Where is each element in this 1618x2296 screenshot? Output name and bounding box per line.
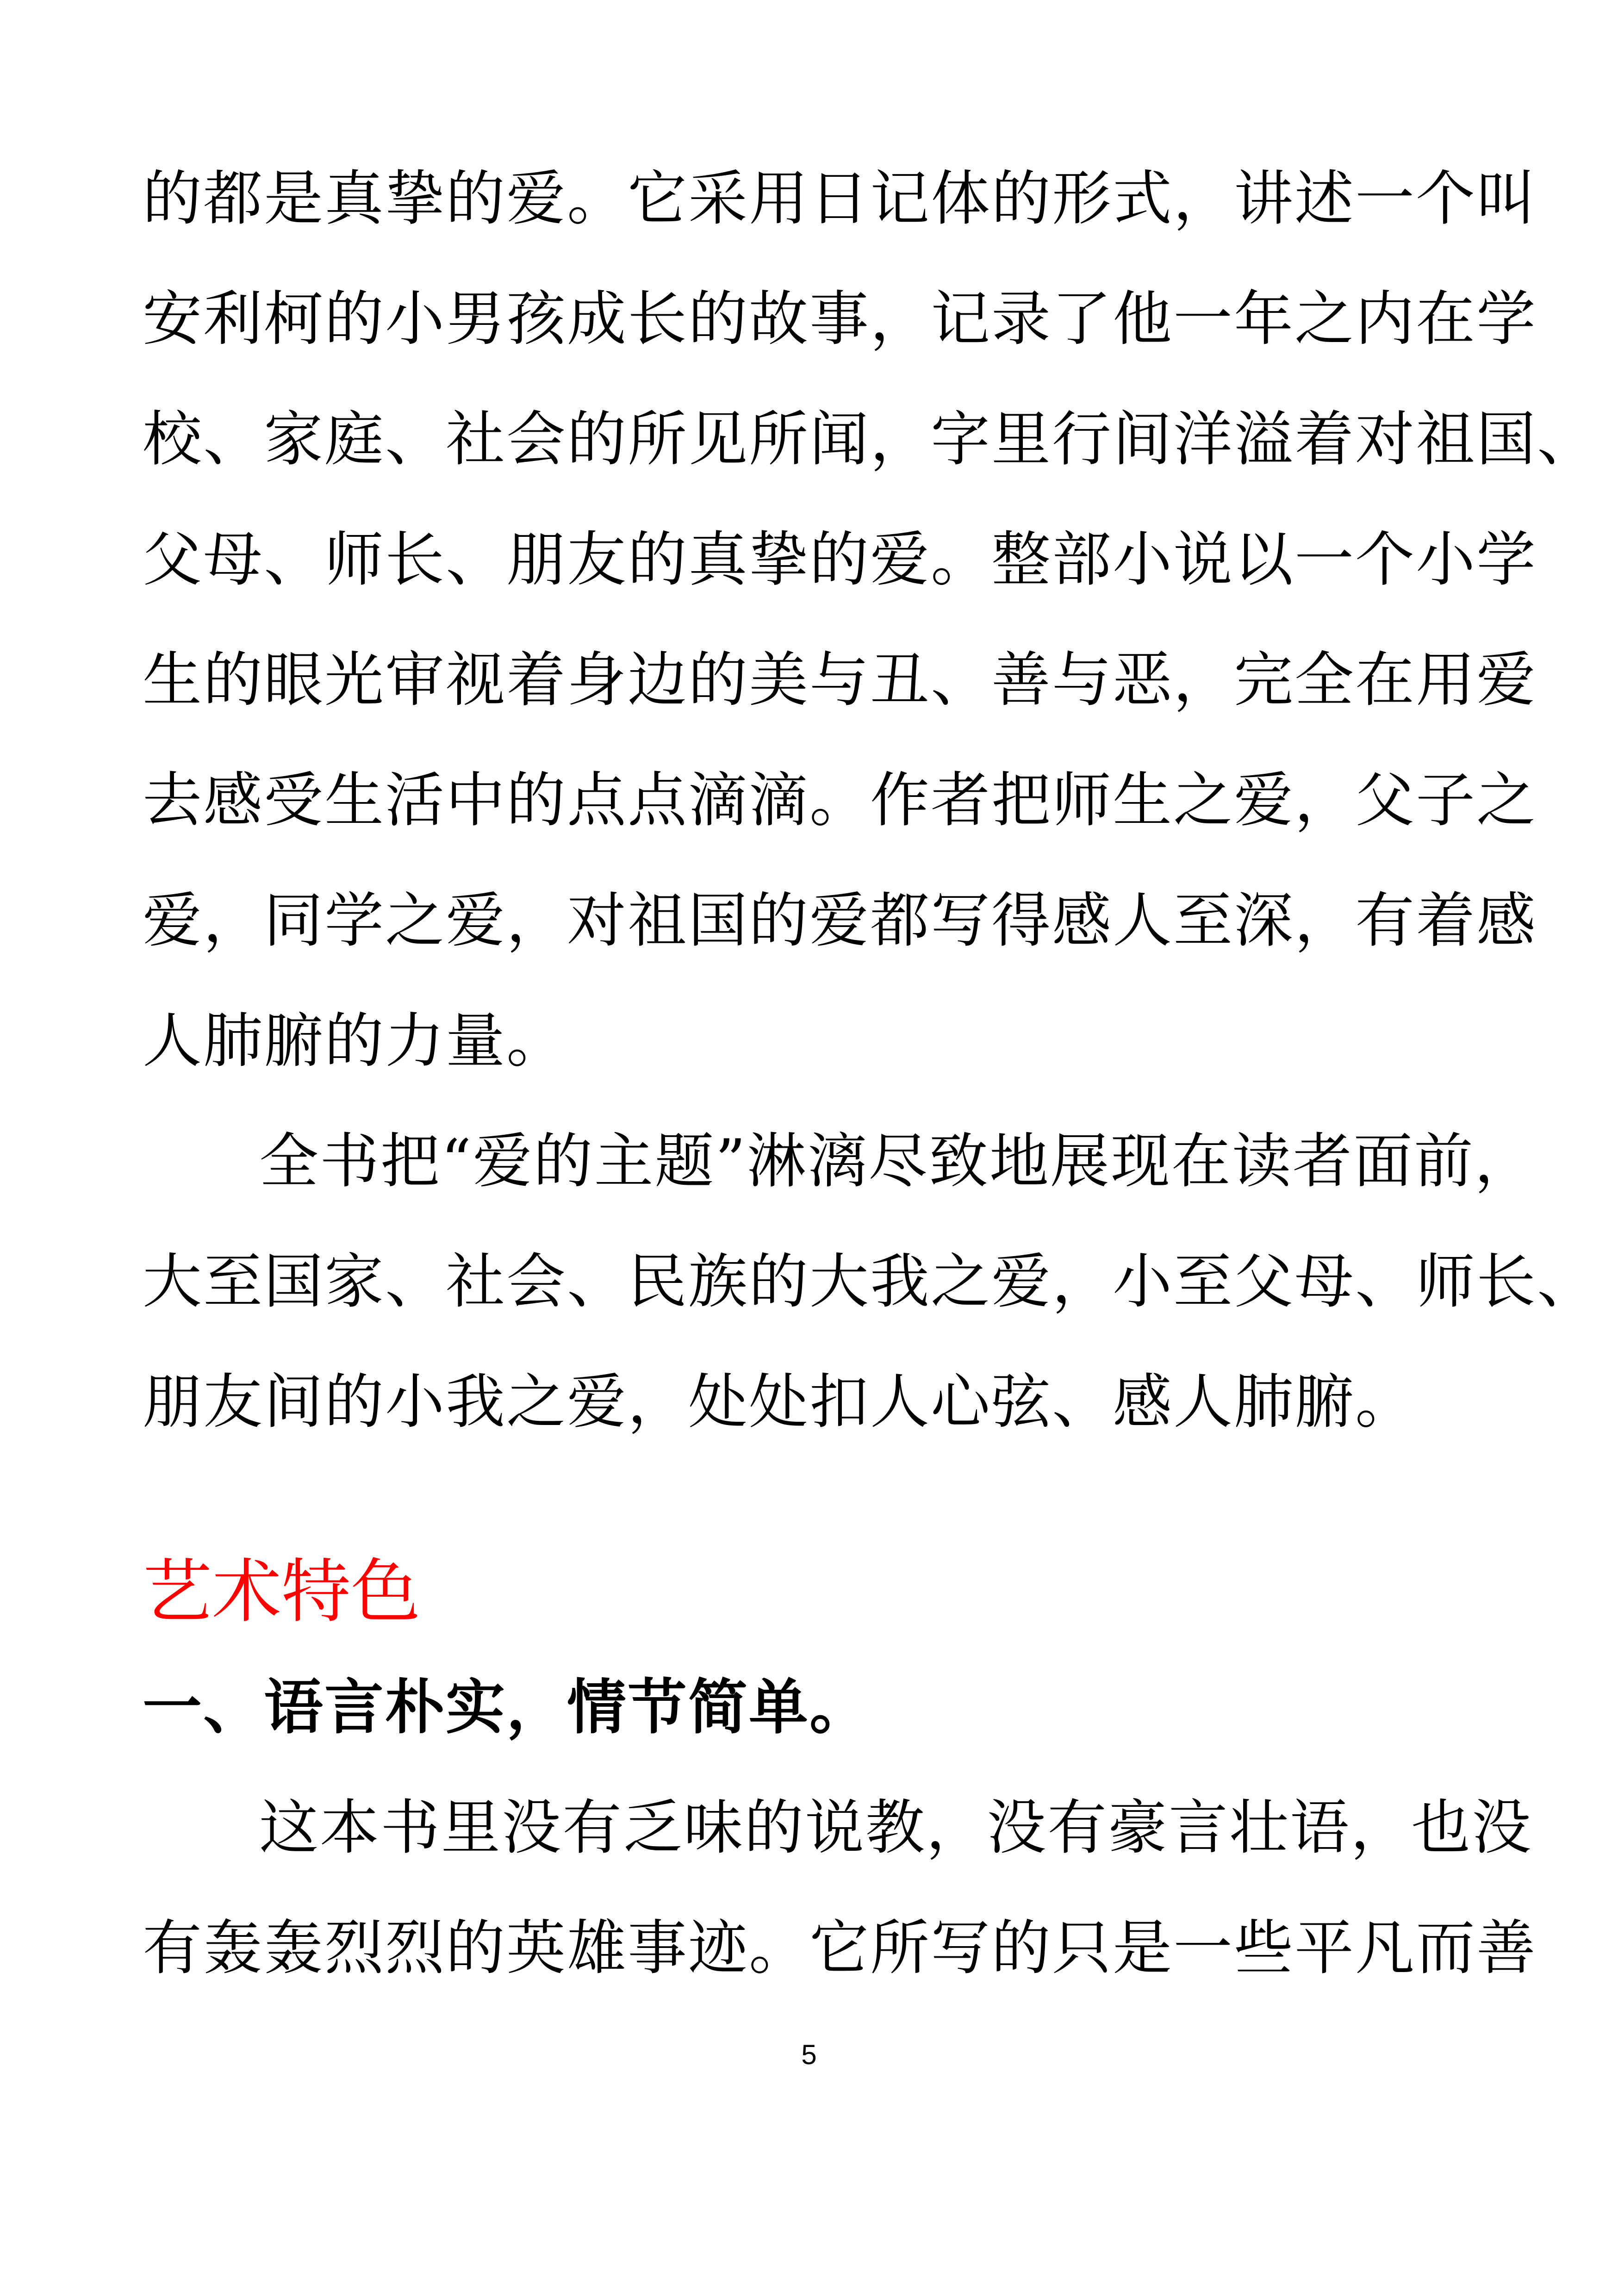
text-line: 爱，同学之爱，对祖国的爱都写得感人至深，有着感 — [143, 886, 1537, 955]
text-line: 全书把“爱的主题”淋漓尽致地展现在读者面前， — [259, 1127, 1535, 1196]
section-heading: 艺术特色 — [143, 1552, 421, 1632]
text-line: 安利柯的小男孩成长的故事，记录了他一年之内在学 — [143, 285, 1537, 354]
text-line: 生的眼光审视着身边的美与丑、善与恶，完全在用爱 — [143, 646, 1537, 715]
text-line: 人肺腑的力量。 — [143, 1007, 567, 1076]
text-line: 的都是真挚的爱。它采用日记体的形式，讲述一个叫 — [143, 164, 1537, 233]
text-line: 父母、师长、朋友的真挚的爱。整部小说以一个小学 — [143, 525, 1537, 594]
text-line: 有轰轰烈烈的英雄事迹。它所写的只是一些平凡而善 — [143, 1914, 1537, 1983]
page-number: 5 — [801, 2039, 817, 2070]
text-line: 这本书里没有乏味的说教，没有豪言壮语，也没 — [259, 1793, 1533, 1862]
text-line: 校、家庭、社会的所见所闻，字里行间洋溢着对祖国、 — [143, 405, 1598, 474]
text-line: 大至国家、社会、民族的大我之爱，小至父母、师长、 — [143, 1247, 1598, 1316]
text-line: 去感受生活中的点点滴滴。作者把师生之爱，父子之 — [143, 766, 1537, 835]
subheading: 一、语言朴实，情节简单。 — [143, 1673, 871, 1742]
text-line: 朋友间的小我之爱，处处扣人心弦、感人肺腑。 — [143, 1368, 1416, 1437]
